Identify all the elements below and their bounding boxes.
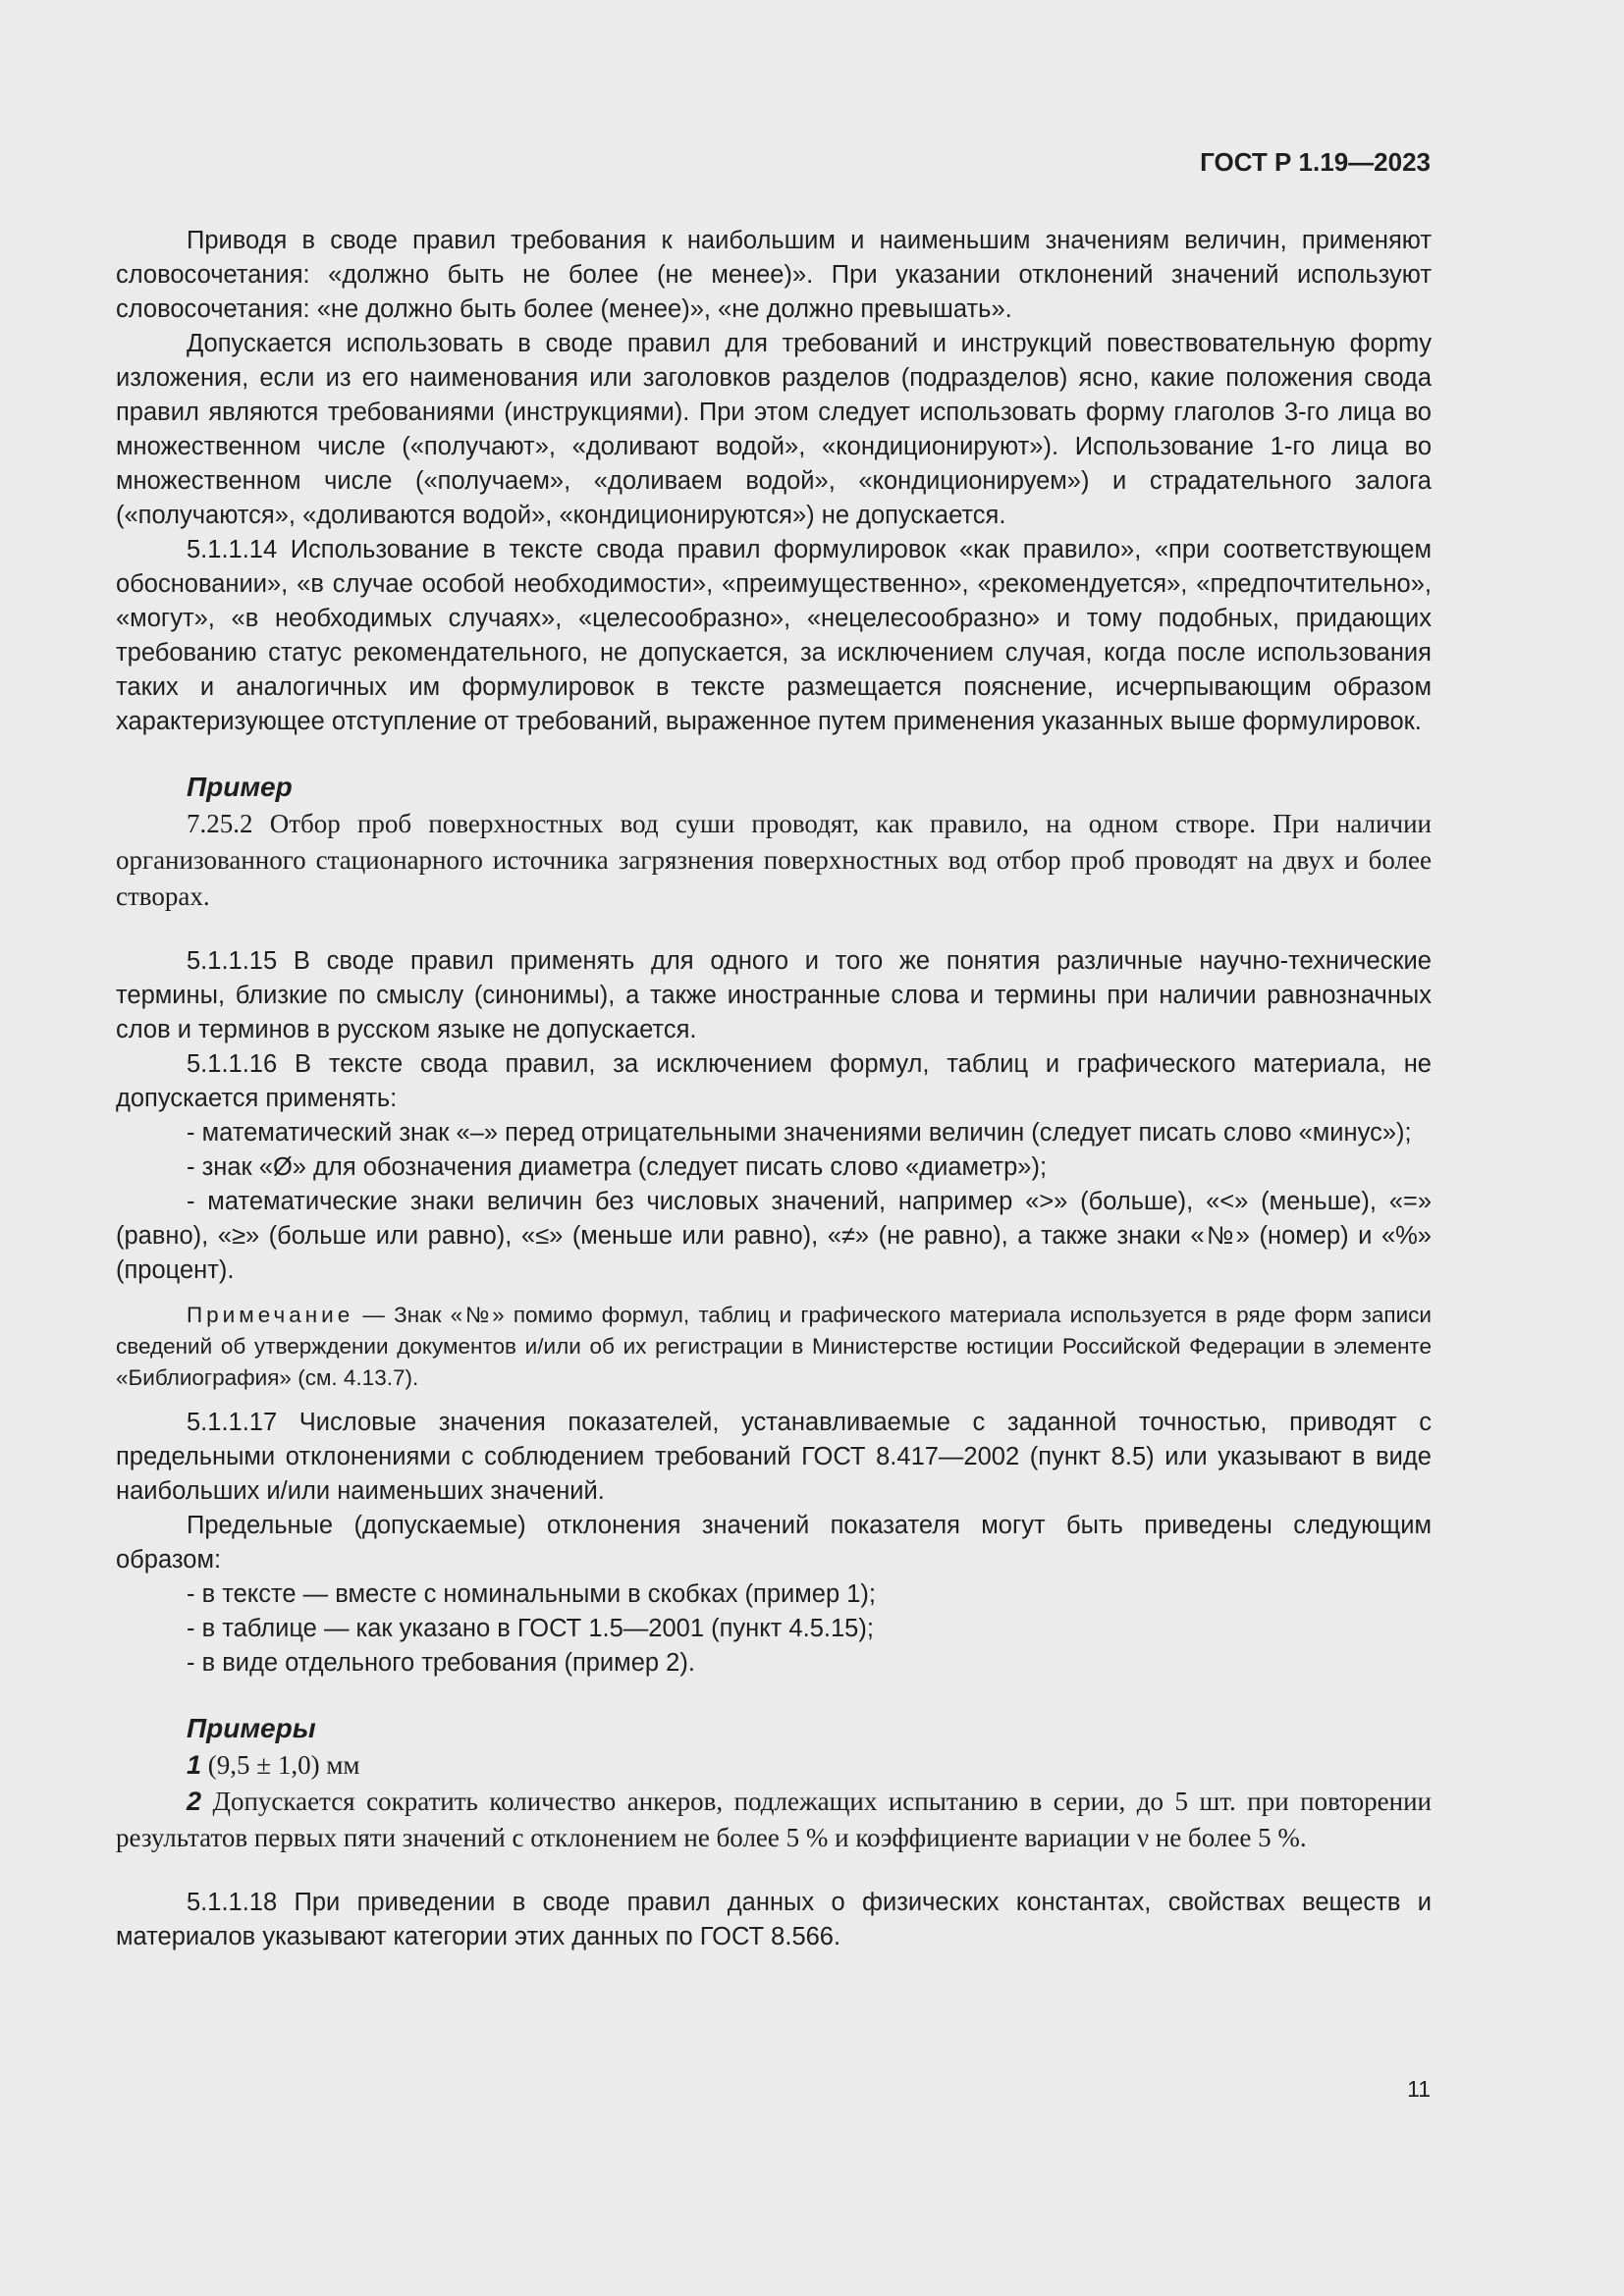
clause-5-1-1-16: 5.1.1.16 В тексте свода правил, за исключением формул, таблиц и графического материала, не допускается применять: bbox=[116, 1050, 1432, 1112]
example-number: 1 bbox=[187, 1750, 202, 1780]
example-1-text: (9,5 ± 1,0) мм bbox=[201, 1750, 360, 1780]
list-item: - знак «Ø» для обозначения диаметра (следует писать слово «диаметр»); bbox=[187, 1153, 1048, 1181]
paragraph: Предельные (допускаемые) отклонения значений показателя могут быть приведены следующим образом: bbox=[116, 1512, 1432, 1574]
note-text: — Знак «№» помимо формул, таблиц и графического материала используется в ряде форм записи сведений об утверждении документов и/или об их регистрации в Министерстве юстиции Российской Федерации в элементе «Библиография» (см. 4.13.7). bbox=[116, 1303, 1432, 1390]
document-body bbox=[116, 224, 1432, 1954]
paragraph: Приводя в своде правил требования к наибольшим и наименьшим значениям величин, применяют словосочетания: «должно быть не более (не менее)». При указании отклонений значений используют словосочетания: «не должно быть более (менее)», «не должно превышать». bbox=[116, 227, 1432, 323]
list-item: - математический знак «–» перед отрицательными значениями величин (следует писать слово «минус»); bbox=[187, 1119, 1412, 1147]
page-number: 11 bbox=[1407, 2076, 1431, 2102]
list-item: - в тексте — вместе с номинальными в скобках (пример 1); bbox=[187, 1580, 876, 1608]
list-item: - в таблице — как указано в ГОСТ 1.5—2001 (пункт 4.5.15); bbox=[187, 1615, 874, 1642]
example-2 bbox=[116, 1784, 1432, 1856]
example-2-text: Допускается сократить количество анкеров, подлежащих испытанию в серии, до 5 шт. при повторении результатов первых пяти значений с отклонением не более 5 % и коэффициенте вариации ν не более 5 %. bbox=[116, 1787, 1432, 1852]
clause-5-1-1-18: 5.1.1.18 При приведении в своде правил данных о физических константах, свойствах веществ и материалов указывают категории этих данных по ГОСТ 8.566. bbox=[116, 1889, 1432, 1950]
example-heading: Пример bbox=[187, 772, 293, 802]
example-text: 7.25.2 Отбор проб поверхностных вод суши проводят, как правило, на одном створе. При наличии организованного стационарного источника загрязнения поверхностных вод отбор проб проводят на двух и более створах. bbox=[116, 809, 1432, 911]
example-number: 2 bbox=[187, 1787, 202, 1816]
document-header: ГОСТ Р 1.19—2023 bbox=[1200, 147, 1431, 177]
note bbox=[116, 1300, 1432, 1394]
clause-5-1-1-15: 5.1.1.15 В своде правил применять для одного и того же понятия различные научно-технические термины, близкие по смыслу (синонимы), а также иностранные слова и термины при наличии равнозначных слов и терминов в русском языке не допускается. bbox=[116, 947, 1432, 1043]
example-1 bbox=[116, 1747, 1432, 1784]
list-item: - в виде отдельного требования (пример 2). bbox=[187, 1649, 695, 1677]
note-label: Примечание bbox=[187, 1303, 354, 1327]
paragraph: Допускается использовать в своде правил для требований и инструкций повествовательную форmу изложения, если из его наименования или заголовков разделов (подразделов) ясно, какие положения свода правил являются требованиями (инструкциями). При этом следует использовать форму глаголов 3-го лица во множественном числе («получают», «доливают водой», «кондиционируют»). Использование 1-го лица во множественном числе («получаем», «доливаем водой», «кондиционируем») и страдательного залога («получаются», «доливаются водой», «кондиционируются») не допускается. bbox=[116, 330, 1432, 529]
list-item: - математические знаки величин без числовых значений, например «>» (больше), «<» (меньше), «=» (равно), «≥» (больше или равно), «≤» (меньше или равно), «≠» (не равно), а также знаки «№» (номер) и «%» (процент). bbox=[116, 1188, 1432, 1284]
clause-5-1-1-17: 5.1.1.17 Числовые значения показателей, устанавливаемые с заданной точностью, приводят с предельными отклонениями с соблюдением требований ГОСТ 8.417—2002 (пункт 8.5) или указывают в виде наибольших и/или наименьших значений. bbox=[116, 1409, 1432, 1505]
clause-5-1-1-14: 5.1.1.14 Использование в тексте свода правил формулировок «как правило», «при соответствующем обосновании», «в случае особой необходимости», «преимущественно», «рекомендуется», «предпочтительно», «могут», «в необходимых случаях», «целесообразно», «нецелесообразно» и тому подобных, придающих требованию статус рекомендательного, не допускается, за исключением случая, когда после использования таких и аналогичных им формулировок в тексте размещается пояснение, исчерпывающим образом характеризующее отступление от требований, выраженное путем применения указанных выше формулировок. bbox=[116, 536, 1432, 735]
examples-heading: Примеры bbox=[187, 1713, 316, 1743]
